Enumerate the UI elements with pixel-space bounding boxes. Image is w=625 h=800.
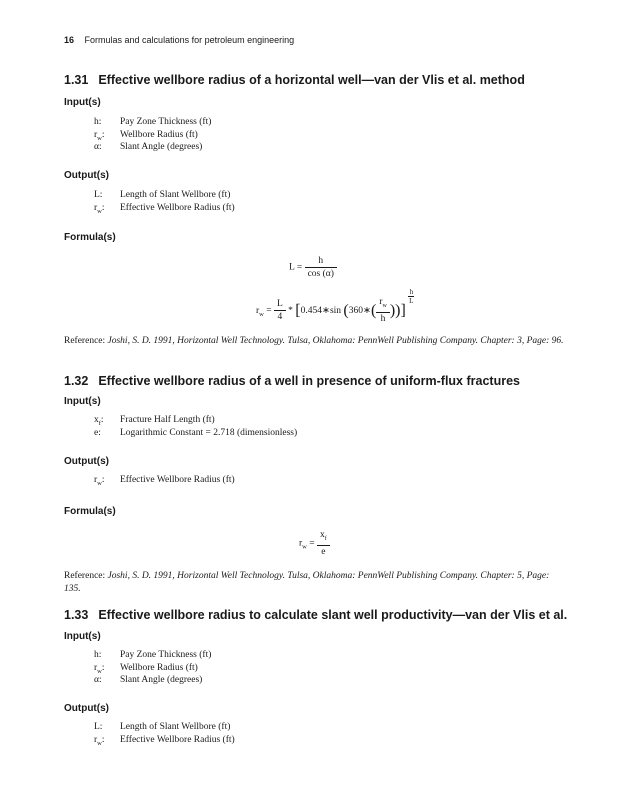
outputs-list	[94, 474, 235, 487]
input-row: h: Pay Zone Thickness (ft)	[94, 117, 212, 127]
input-row: $r_w$: Wellbore Radius (ft)	[94, 129, 198, 142]
reference-1-31: Reference: Joshi, S. D. 1991, Horizontal Well Technology. Tulsa, Oklahoma: PennWell Publishing Company. Chapter: 3, Page: 96.	[64, 336, 564, 346]
section-number: 1.31	[64, 73, 89, 87]
formula-effective-radius: $r_w$ = $\frac{L}{4}$ * [0.454∗sin (360∗( $\frac{r_w}{h}$ ))] $\frac{h}{L}$	[256, 288, 414, 325]
section-1-31-title	[64, 73, 525, 87]
inputs-heading: Input(s)	[64, 631, 101, 642]
output-row: $r_w$: Effective Wellbore Radius (ft)	[94, 475, 235, 487]
outputs-heading: Output(s)	[64, 456, 109, 467]
input-row: α: Slant Angle (degrees)	[94, 142, 203, 152]
input-row: $x_f$: Fracture Half Length (ft)	[94, 415, 215, 427]
outputs-heading: Output(s)	[64, 703, 109, 714]
section-title-text: Effective wellbore radius of a horizontal well—van der Vlis et al. method	[98, 73, 525, 87]
input-row: α: Slant Angle (degrees)	[94, 675, 203, 685]
formulas-heading: Formula(s)	[64, 232, 116, 243]
input-row: $r_w$: Wellbore Radius (ft)	[94, 662, 198, 675]
section-1-32-title: 1.32 Effective wellbore radius of a well in presence of uniform-flux fractures	[64, 374, 520, 388]
formulas-heading: Formula(s)	[64, 506, 116, 517]
inputs-list	[94, 649, 211, 687]
reference-1-32: Reference: Joshi, S. D. 1991, Horizontal Well Technology. Tulsa, Oklahoma: PennWell Publishing Company. Chapter: 5, Page: 135.	[64, 571, 550, 594]
output-row: L: Length of Slant Wellbore (ft)	[94, 722, 231, 732]
input-row: h: Pay Zone Thickness (ft)	[94, 650, 212, 660]
page-number: 16	[64, 35, 75, 45]
formula-exponent: $\frac{h}{L}$	[409, 288, 414, 305]
book-title: Formulas and calculations for petroleum engineering	[84, 35, 295, 45]
output-row: L: Length of Slant Wellbore (ft)	[94, 190, 231, 200]
inputs-heading: Input(s)	[64, 97, 101, 108]
inputs-list	[94, 414, 297, 439]
formula-fracture-radius: $r_w$ = $\frac{x_f}{e}$	[299, 529, 330, 558]
output-row: $r_w$: Effective Wellbore Radius (ft)	[94, 202, 235, 215]
input-row: e: Logarithmic Constant = 2.718 (dimensionless)	[94, 427, 298, 438]
output-row: $r_w$: Effective Wellbore Radius (ft)	[94, 734, 235, 747]
formula-slant-length: L = $\frac{h}{\cos (\alpha)}$	[289, 255, 337, 280]
outputs-list	[94, 721, 235, 746]
outputs-heading: Output(s)	[64, 170, 109, 181]
inputs-list	[94, 116, 211, 154]
inputs-heading: Input(s)	[64, 396, 101, 407]
running-head	[64, 35, 294, 45]
section-1-33-title: 1.33 Effective wellbore radius to calculate slant well productivity—van der Vlis et al.	[64, 608, 568, 622]
outputs-list	[94, 189, 235, 214]
